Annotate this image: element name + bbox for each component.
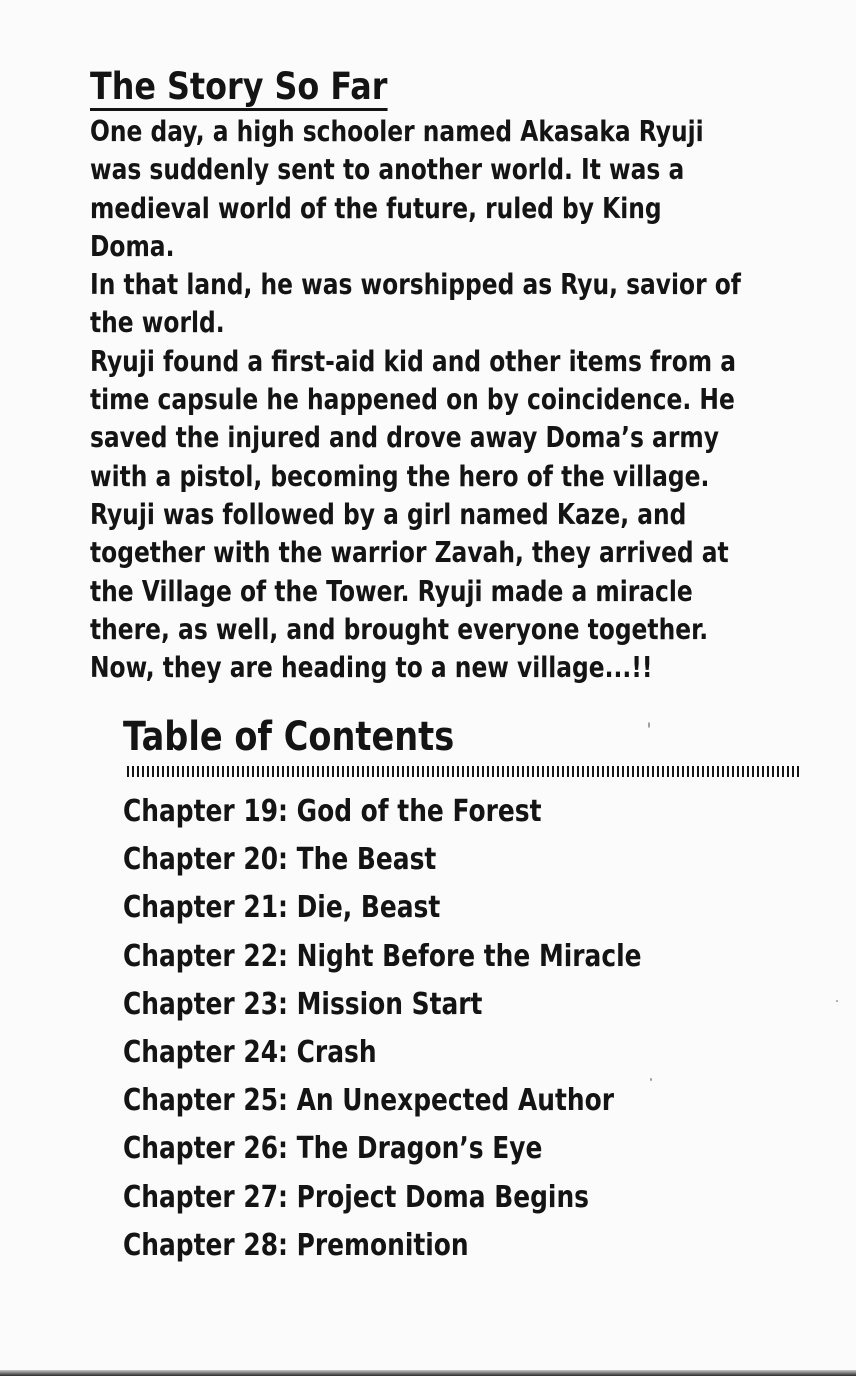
story-line: there, as well, and brought everyone together. xyxy=(90,612,709,646)
toc-chapter-27: Chapter 27: Project Doma Begins xyxy=(123,1179,590,1215)
story-line: the Village of the Tower. Ryuji made a miracle xyxy=(90,574,693,608)
toc-chapter-23: Chapter 23: Mission Start xyxy=(123,986,483,1022)
toc-chapter-25: Chapter 25: An Unexpected Author xyxy=(123,1083,614,1119)
story-line: In that land, he was worshipped as Ryu, savior of xyxy=(90,268,741,302)
story-body xyxy=(90,113,803,687)
toc-chapter-19: Chapter 19: God of the Forest xyxy=(123,794,542,829)
paper-speck xyxy=(836,1000,838,1002)
toc-chapter-28: Chapter 28: Premonition xyxy=(123,1227,469,1263)
story-title: The Story So Far xyxy=(90,66,387,111)
toc-chapter-20: Chapter 20: The Beast xyxy=(123,842,437,878)
story-line: Doma. xyxy=(90,229,175,263)
paper-speck xyxy=(648,722,650,728)
toc-list xyxy=(123,792,856,1274)
toc-chapter-21: Chapter 21: Die, Beast xyxy=(123,890,441,926)
page-bottom-edge xyxy=(0,1370,856,1376)
story-line: Ryuji was followed by a girl named Kaze, and xyxy=(90,497,687,531)
toc-title: Table of Contents xyxy=(123,714,455,760)
story-line: the world. xyxy=(90,306,225,340)
toc-chapter-26: Chapter 26: The Dragon’s Eye xyxy=(123,1131,543,1167)
table-of-contents-section xyxy=(123,714,813,1263)
story-line: medieval world of the future, ruled by King xyxy=(90,191,662,225)
toc-divider xyxy=(127,766,801,777)
story-line: Now, they are heading to a new village...!! xyxy=(90,651,653,685)
story-line: One day, a high schooler named Akasaka Ryuji xyxy=(90,115,704,148)
story-line: time capsule he happened on by coincidence. He xyxy=(90,383,735,417)
toc-chapter-24: Chapter 24: Crash xyxy=(123,1034,377,1070)
paper-speck xyxy=(650,1078,652,1081)
story-line: saved the injured and drove away Doma’s army xyxy=(90,421,719,455)
story-line: was suddenly sent to another world. It was a xyxy=(90,153,685,187)
story-line: together with the warrior Zavah, they arrived at xyxy=(90,536,729,570)
toc-chapter-22: Chapter 22: Night Before the Miracle xyxy=(123,938,642,974)
story-line: with a pistol, becoming the hero of the village. xyxy=(90,459,710,493)
story-so-far-section xyxy=(90,66,820,687)
story-line: Ryuji found a first-aid kid and other items from a xyxy=(90,344,737,378)
